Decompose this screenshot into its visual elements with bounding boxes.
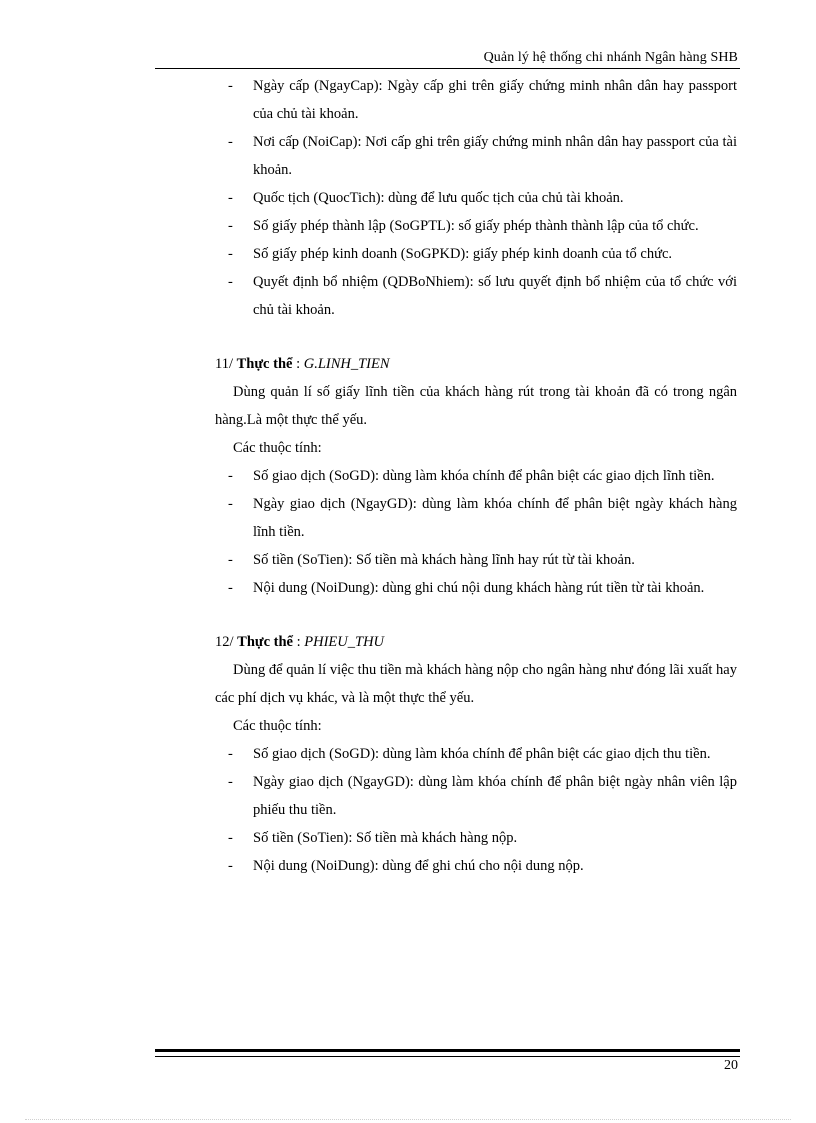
list-item — [215, 740, 737, 768]
list-item — [215, 768, 737, 824]
list-item — [215, 574, 737, 602]
bullet-dash: - — [228, 274, 233, 290]
intro-bullet-list — [215, 72, 737, 324]
section-separator: : — [292, 634, 305, 650]
section-separator: : — [292, 356, 304, 372]
list-item-text: Số giao dịch (SoGD): dùng làm khóa chính để phân biệt các giao dịch thu tiền. — [253, 746, 711, 762]
attribute-list — [215, 462, 737, 602]
footer-rule — [155, 1049, 740, 1057]
section-description: Dùng để quản lí việc thu tiền mà khách hàng nộp cho ngân hàng như đóng lãi xuất hay các phí dịch vụ khác, và là một thực thể yếu. — [215, 662, 737, 706]
section-g-linh-tien — [215, 350, 737, 602]
bullet-dash: - — [228, 774, 233, 790]
list-item-text: Ngày giao dịch (NgayGD): dùng làm khóa chính để phân biệt ngày khách hàng lĩnh tiền. — [253, 496, 737, 540]
page-number: 20 — [724, 1058, 738, 1073]
list-item-text: Số tiền (SoTien): Số tiền mà khách hàng lĩnh hay rút từ tài khoản. — [253, 552, 635, 568]
list-item-text: Số tiền (SoTien): Số tiền mà khách hàng nộp. — [253, 830, 518, 846]
section-number: 11/ — [215, 356, 233, 372]
header-rule — [155, 68, 740, 69]
attribute-list — [215, 740, 737, 880]
list-item — [215, 128, 737, 184]
bullet-dash: - — [228, 246, 233, 262]
list-item — [215, 824, 737, 852]
section-label: Thực thể — [236, 356, 293, 372]
list-item — [215, 240, 737, 268]
list-item-text: Số giao dịch (SoGD): dùng làm khóa chính để phân biệt các giao dịch lĩnh tiền. — [253, 468, 715, 484]
list-item — [215, 490, 737, 546]
section-description: Dùng quản lí số giấy lĩnh tiền của khách hàng rút trong tài khoản đã có trong ngân hàng.Là một thực thể yếu. — [215, 384, 737, 428]
list-item-text: Quyết định bổ nhiệm (QDBoNhiem): số lưu quyết định bổ nhiệm của tổ chức với chủ tài khoản. — [253, 274, 737, 318]
bullet-dash: - — [228, 218, 233, 234]
section-heading — [215, 628, 737, 656]
list-item — [215, 212, 737, 240]
list-item — [215, 546, 737, 574]
bullet-dash: - — [228, 830, 233, 846]
list-item-text: Số giấy phép thành lập (SoGPTL): số giấy phép thành thành lập của tổ chức. — [253, 218, 699, 234]
list-item-text: Ngày cấp (NgayCap): Ngày cấp ghi trên giấy chứng minh nhân dân hay passport của chủ tài khoản. — [253, 78, 737, 122]
section-phieu-thu — [215, 628, 737, 880]
list-item-text: Số giấy phép kinh doanh (SoGPKD): giấy phép kinh doanh của tổ chức. — [253, 246, 673, 262]
list-item-text: Nội dung (NoiDung): dùng ghi chú nội dung khách hàng rút tiền từ tài khoản. — [253, 580, 705, 596]
list-item — [215, 268, 737, 324]
page-edge-line — [25, 1119, 791, 1120]
bullet-dash: - — [228, 496, 233, 512]
list-item — [215, 462, 737, 490]
bullet-dash: - — [228, 746, 233, 762]
section-number: 12/ — [215, 634, 234, 650]
list-item — [215, 852, 737, 880]
bullet-dash: - — [228, 468, 233, 484]
list-item-text: Nội dung (NoiDung): dùng để ghi chú cho nội dung nộp. — [253, 858, 584, 874]
attributes-label: Các thuộc tính: — [233, 718, 322, 734]
bullet-dash: - — [228, 858, 233, 874]
bullet-dash: - — [228, 190, 233, 206]
list-item-text: Ngày giao dịch (NgayGD): dùng làm khóa chính để phân biệt ngày nhân viên lập phiếu thu tiền. — [253, 774, 737, 818]
entity-name: G.LINH_TIEN — [303, 356, 390, 372]
page-body — [215, 72, 737, 880]
entity-name: PHIEU_THU — [304, 634, 385, 650]
section-heading — [215, 350, 737, 378]
bullet-dash: - — [228, 78, 233, 94]
attributes-label: Các thuộc tính: — [233, 440, 322, 456]
list-item — [215, 184, 737, 212]
list-item-text: Nơi cấp (NoiCap): Nơi cấp ghi trên giấy chứng minh nhân dân hay passport của tài khoản. — [253, 134, 737, 178]
bullet-dash: - — [228, 580, 233, 596]
list-item-text: Quốc tịch (QuocTich): dùng để lưu quốc tịch của chủ tài khoản. — [253, 190, 624, 206]
section-label: Thực thể — [237, 634, 293, 650]
list-item — [215, 72, 737, 128]
bullet-dash: - — [228, 552, 233, 568]
running-header: Quản lý hệ thống chi nhánh Ngân hàng SHB — [483, 50, 738, 65]
bullet-dash: - — [228, 134, 233, 150]
